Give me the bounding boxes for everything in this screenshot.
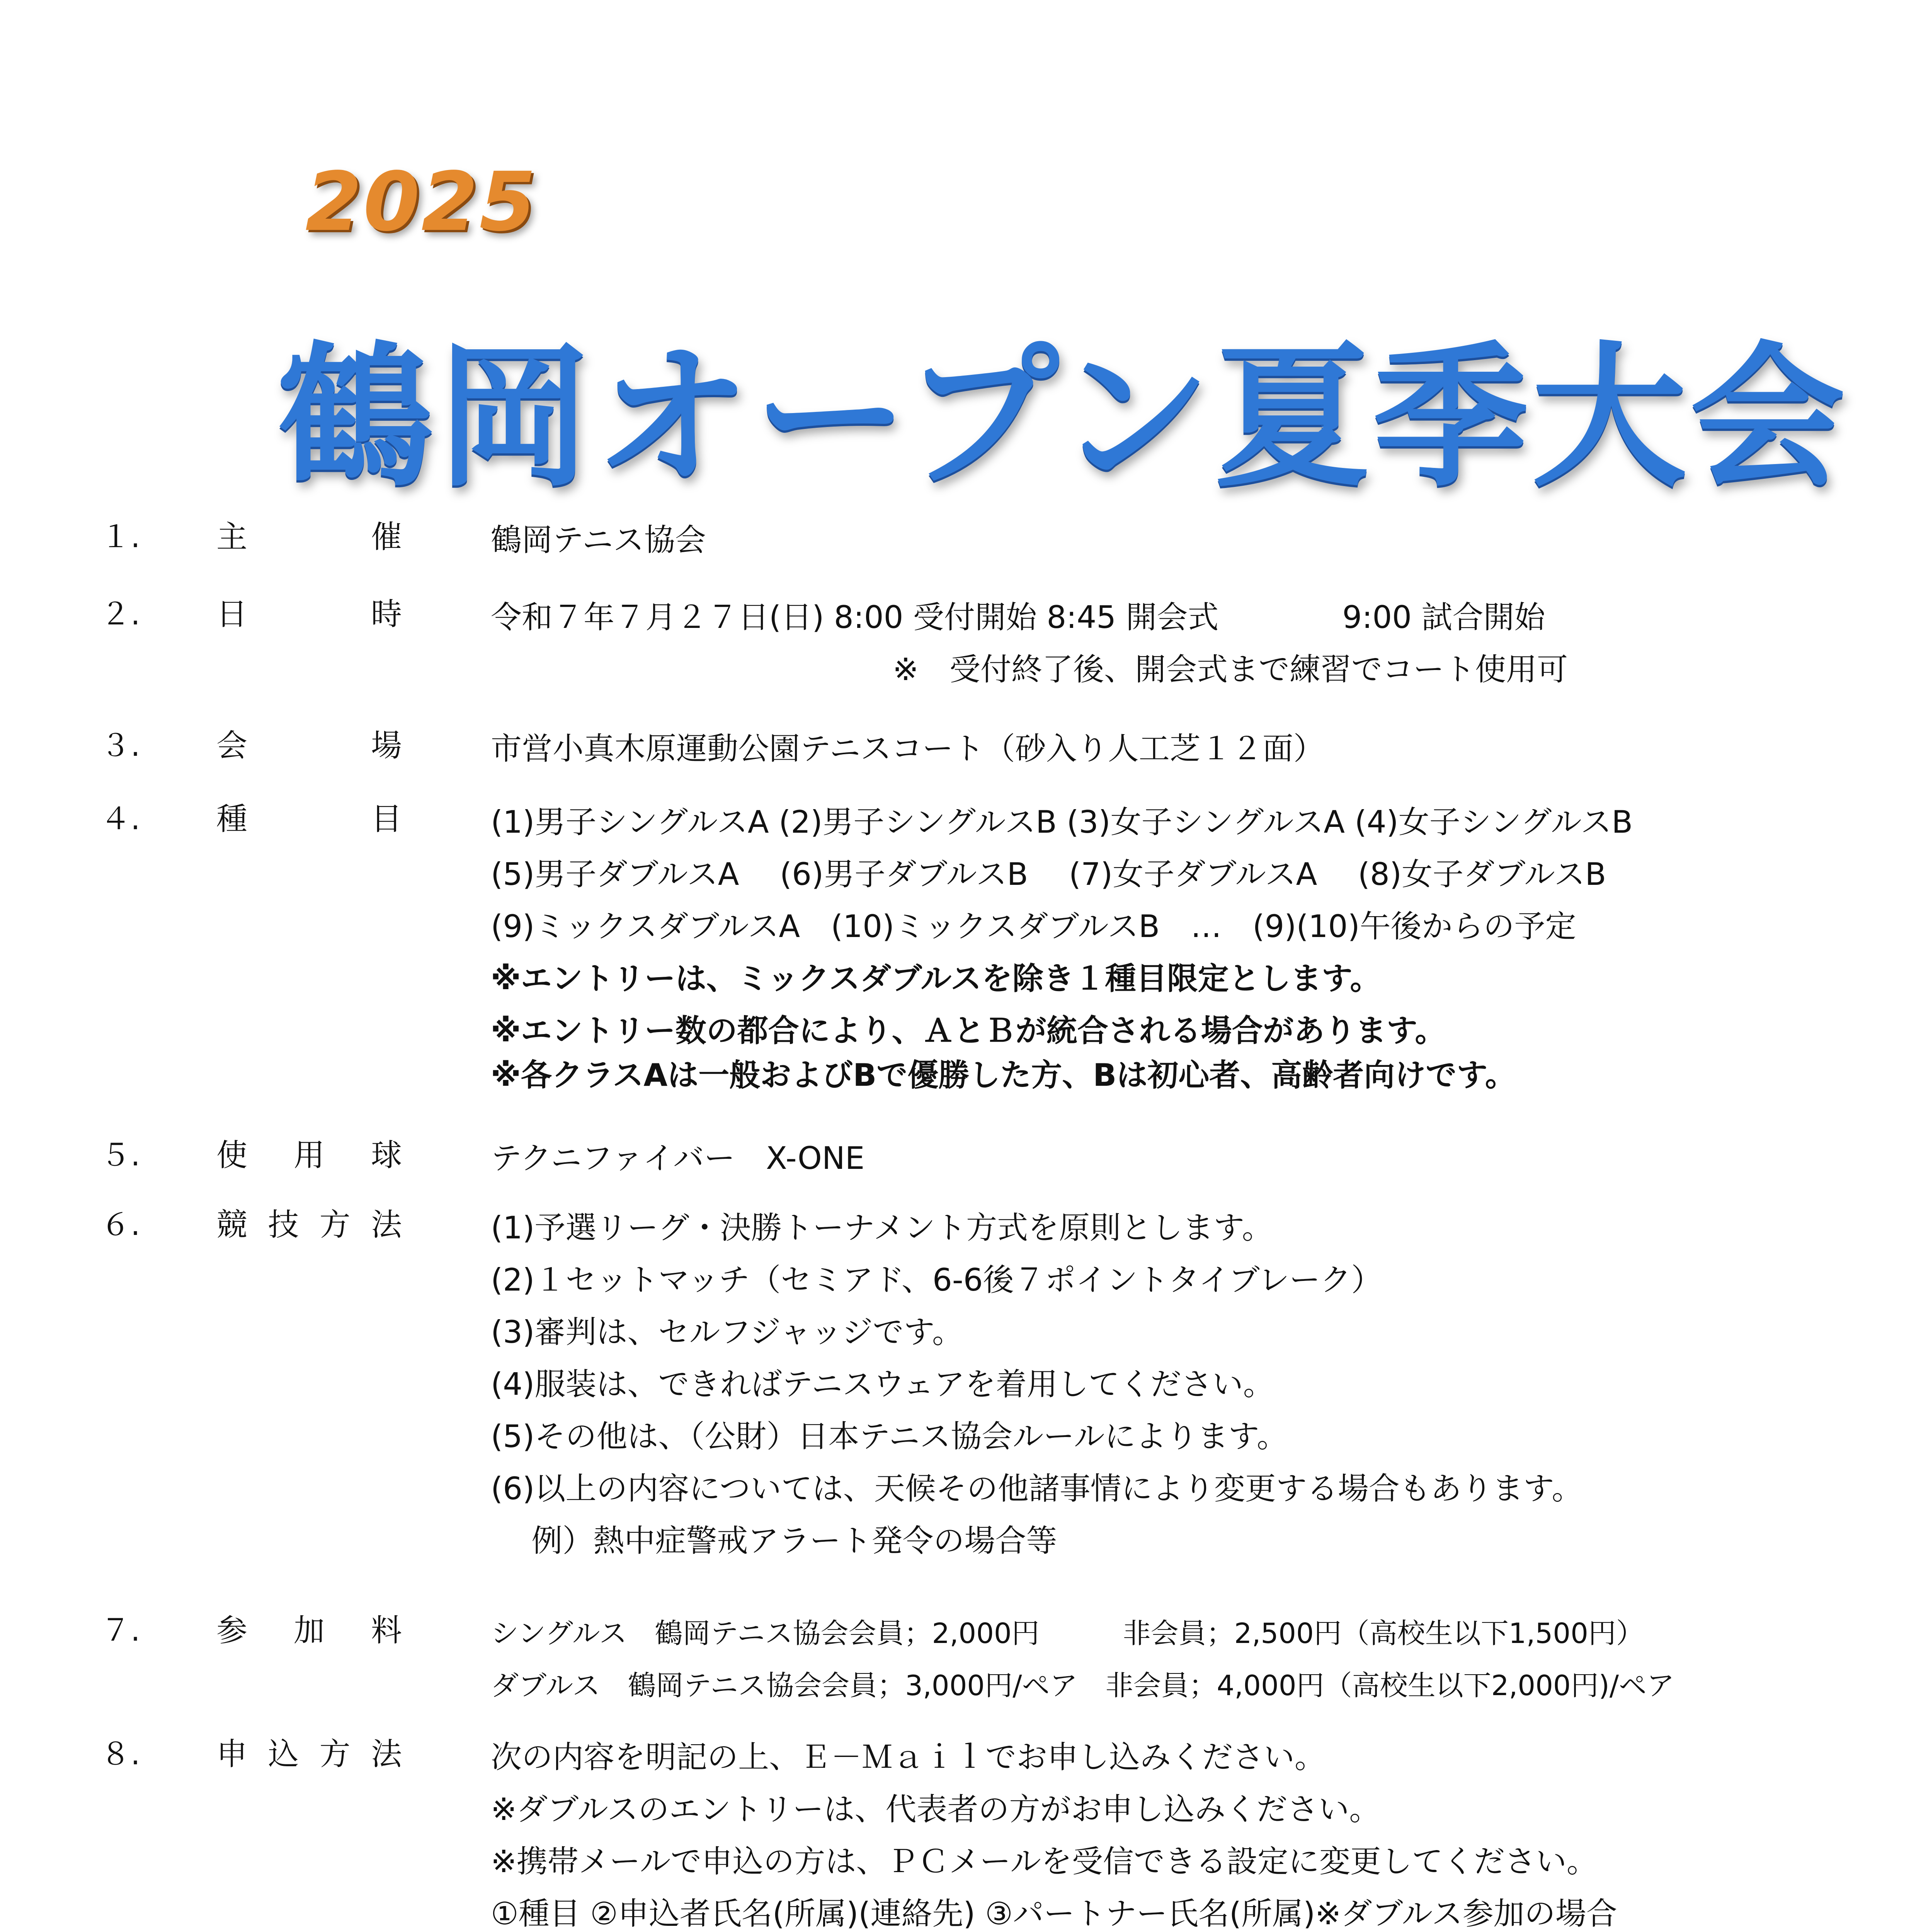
item-content: 市営小真木原運動公園テニスコート（砂入り人工芝１２面）	[491, 731, 1324, 767]
item-number: １.	[100, 520, 140, 554]
item-number: ２.	[100, 597, 140, 632]
item-number: ４.	[100, 802, 140, 837]
item-label: 競 技 方 法	[216, 1207, 402, 1243]
item-label: 使 用 球	[216, 1137, 402, 1173]
item-label: 日 時	[216, 596, 402, 632]
item-number: ５.	[100, 1138, 140, 1173]
item-content: (1)予選リーグ・決勝トーナメント方式を原則とします。 (2)１セットマッチ（セミアド、6-6後７ポイントタイブレーク） (3)審判は、セルフジャッジです。 (4)服装は、できればテニスウェアを着用してください。 (5)その他は、（公財）日本テニス協会ルールによります。 (6)以上の内容については、天候その他諸事情により変更する場合もあります。 例）熱中症警戒アラート発令の場合等	[491, 1210, 1583, 1559]
item-number: ８.	[100, 1737, 140, 1772]
item-content: テクニファイバー X-ONE	[491, 1140, 865, 1176]
item-number: ７.	[100, 1613, 140, 1648]
page-title: 鶴岡オープン夏季大会	[278, 328, 1849, 508]
item-label: 主 催	[216, 519, 402, 555]
item-label: 会 場	[216, 728, 402, 764]
item-content: 次の内容を明記の上、Ｅ－Ｍａｉｌでお申し込みください。 ※ダブルスのエントリーは、代表者の方がお申し込みください。 ※携帯メールで申込の方は、ＰＣメールを受信できる設定に変更してください。 ①種目 ②申込者氏名(所属)(連絡先) ③パートナー氏名(所属)※ダブルス参加の場合	[491, 1739, 1617, 1932]
item-label: 参 加 料	[216, 1612, 402, 1648]
item-label: 申 込 方 法	[216, 1736, 402, 1772]
item-number: ３.	[100, 728, 140, 763]
year-heading: 2025	[305, 155, 538, 249]
item-label: 種 目	[216, 801, 402, 837]
item-content: 鶴岡テニス協会	[491, 522, 706, 558]
item-number: ６.	[100, 1208, 140, 1242]
item-content: 令和７年７月２７日(日) 8:00 受付開始 8:45 開会式 9:00 試合開始 ※ 受付終了後、開会式まで練習でコート使用可	[491, 599, 1568, 687]
item-content: シングルス 鶴岡テニス協会会員；2,000円 非会員；2,500円（高校生以下1,500円） ダブルス 鶴岡テニス協会会員；3,000円/ペア 非会員；4,000円（高校生以下2,000円)/ペア	[491, 1617, 1675, 1702]
item-content: (1)男子シングルスA (2)男子シングルスB (3)女子シングルスA (4)女子シングルスB (5)男子ダブルスA (6)男子ダブルスB (7)女子ダブルスA (8)女子ダブルスB (9)ミックスダブルスA (10)ミックスダブルスB … (9)(10)午後からの予定 ※エントリーは、ミックスダブルスを除き１種目限定とします。 ※エントリー数の都合により、ＡとＢが統合される場合があります。 ※各クラスAは一般およびBで優勝した方、Bは初心者、高齢者向けです。	[491, 804, 1633, 1093]
